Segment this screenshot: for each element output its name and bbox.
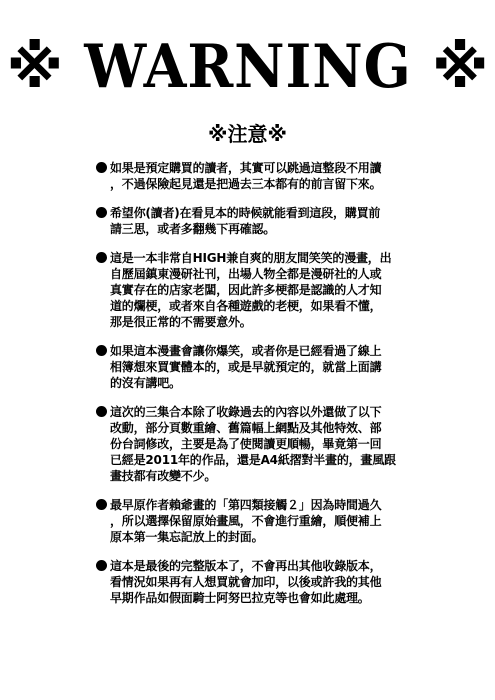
- paragraph-text: 這本是最後的完整版本了，不會再出其他收錄版本， 看情況如果再有人想買就會加印，以後或許我的其他 早期作品如假面騎士阿努巴拉克等也會如此處理。: [110, 559, 382, 605]
- paragraph-7: [96, 558, 436, 606]
- bullet-icon: [96, 560, 107, 571]
- paragraph-text: 如果是預定購買的讀者，其實可以跳過這整段不用讀 ，不過保險起見還是把過去三本都有的前言留下來。: [110, 161, 382, 191]
- paragraph-5: [96, 404, 436, 484]
- paragraph-3: [96, 250, 436, 330]
- paragraph-1: [96, 160, 436, 192]
- bullet-icon: [96, 406, 107, 417]
- paragraph-text: 希望你(讀者)在看見本的時候就能看到這段，購買前 請三思，或者多翻幾下再確認。: [110, 206, 381, 236]
- bullet-icon: [96, 162, 107, 173]
- paragraph-text: 這是一本非常自HIGH兼自爽的朋友間笑笑的漫畫，出 自歷屆鎮東漫研社刊，出場人物全都是漫研社的人或 真實存在的店家老闆，因此許多梗都是認識的人才知 道的爛梗，或者來自各種遊戲的老梗，如果看不懂， 那是很正常的不需要意外。: [110, 251, 392, 329]
- warning-heading: WARNING: [83, 32, 412, 102]
- bullet-icon: [96, 207, 107, 218]
- bullet-icon: [96, 345, 107, 356]
- paragraph-2: [96, 205, 436, 237]
- paragraph-text: 如果這本漫畫會讓你爆笑，或者你是已經看過了線上 相簿想來買實體本的，或是早就預定的，就當上面講 的沒有講吧。: [110, 344, 382, 390]
- notice-paragraphs: [96, 160, 436, 619]
- paragraph-4: [96, 343, 436, 391]
- paragraph-text: 這次的三集合本除了收錄過去的內容以外還做了以下 改動，部分頁數重繪、舊篇幅上網點及其他特效、部 份台詞修改，主要是為了使閱讀更順暢，畢竟第一回 已經是2011年的作品，還是A4紙摺對半畫的，畫風跟 畫技都有改變不少。: [110, 405, 396, 483]
- warning-banner: [0, 32, 495, 102]
- notice-title: ※注意※: [208, 122, 287, 146]
- paragraph-6: [96, 497, 436, 545]
- paragraph-text: 最早原作者賴爺畫的「第四類接觸２」因為時間過久 ，所以選擇保留原始畫風，不會進行重繪，順便補上 原本第一集忘記放上的封面。: [110, 498, 382, 544]
- bullet-icon: [96, 252, 107, 263]
- left-reference-mark: ※: [6, 33, 63, 101]
- right-reference-mark: ※: [432, 33, 489, 101]
- bullet-icon: [96, 499, 107, 510]
